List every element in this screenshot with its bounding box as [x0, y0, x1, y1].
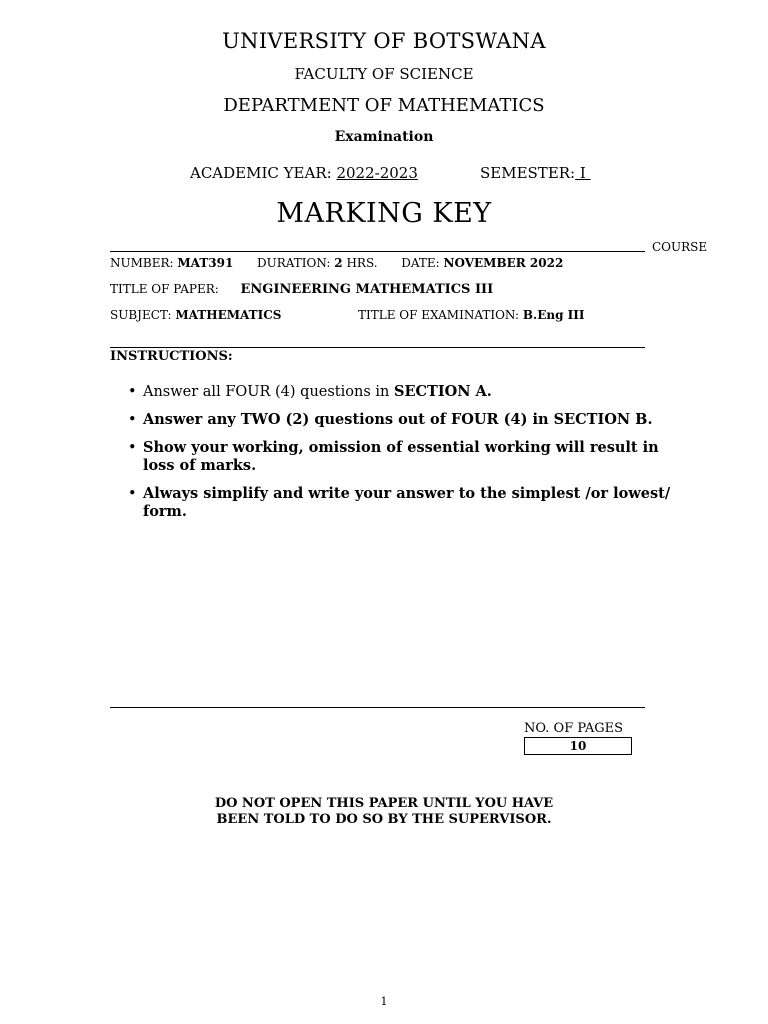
list-item	[128, 485, 688, 521]
duration-value: 2	[334, 256, 343, 270]
course-details-row	[110, 256, 563, 270]
divider-bottom	[110, 707, 645, 708]
title-of-examination-label: TITLE OF EXAMINATION:	[358, 308, 520, 322]
marking-key-title: MARKING KEY	[276, 198, 492, 229]
list-item	[128, 383, 688, 401]
bullet-icon: •	[128, 384, 137, 400]
list-item	[128, 439, 688, 475]
list-item	[128, 411, 688, 429]
warning-line-2: BEEN TOLD TO DO SO BY THE SUPERVISOR.	[216, 812, 552, 827]
course-label: COURSE	[652, 240, 708, 254]
date-label: DATE:	[401, 256, 440, 270]
divider-middle	[110, 347, 645, 348]
subject-row	[110, 308, 281, 322]
instruction-text: Show your working, omission of essential working will result in loss of marks.	[143, 439, 659, 474]
bullet-icon: •	[128, 412, 137, 428]
semester	[480, 164, 591, 182]
instructions-list	[128, 383, 688, 531]
bullet-icon: •	[128, 486, 137, 502]
page-number: 1	[380, 995, 388, 1008]
subject-label: SUBJECT:	[110, 308, 172, 322]
subject-value: MATHEMATICS	[175, 308, 282, 322]
instruction-text: Answer all FOUR (4) questions in	[143, 384, 390, 400]
bullet-icon: •	[128, 440, 137, 456]
semester-label: SEMESTER:	[480, 164, 576, 182]
exam-date: NOVEMBER 2022	[443, 256, 564, 270]
title-of-paper: ENGINEERING MATHEMATICS III	[240, 282, 494, 297]
instructions-heading: INSTRUCTIONS:	[110, 349, 233, 364]
pages-count-box: 10	[524, 737, 632, 755]
exam-label: Examination	[334, 129, 434, 145]
divider-top	[110, 251, 645, 252]
number-label: NUMBER:	[110, 256, 174, 270]
title-of-paper-row	[110, 282, 493, 297]
instruction-emphasis: SECTION A.	[393, 383, 492, 400]
course-number: MAT391	[177, 256, 234, 270]
academic-year-value: 2022-2023	[336, 164, 418, 182]
warning-line-1: DO NOT OPEN THIS PAPER UNTIL YOU HAVE	[214, 796, 554, 811]
supervisor-warning	[0, 796, 768, 828]
academic-year-label: ACADEMIC YEAR:	[190, 164, 332, 182]
title-of-examination-row	[358, 308, 584, 322]
title-of-paper-label: TITLE OF PAPER:	[110, 282, 219, 296]
academic-year	[190, 164, 418, 182]
department-name: DEPARTMENT OF MATHEMATICS	[223, 95, 545, 116]
semester-value: I	[575, 164, 591, 182]
instruction-text: Answer any TWO (2) questions out of FOUR (4) in SECTION B.	[143, 411, 653, 428]
faculty-name: FACULTY OF SCIENCE	[294, 65, 474, 83]
duration-label: DURATION:	[256, 256, 331, 270]
title-of-examination: B.Eng III	[522, 308, 585, 322]
instruction-text: Always simplify and write your answer to the simplest /or lowest/ form.	[143, 485, 671, 520]
pages-label: NO. OF PAGES	[524, 721, 624, 736]
university-title: UNIVERSITY OF BOTSWANA	[222, 29, 546, 53]
duration-unit: HRS.	[346, 256, 378, 270]
